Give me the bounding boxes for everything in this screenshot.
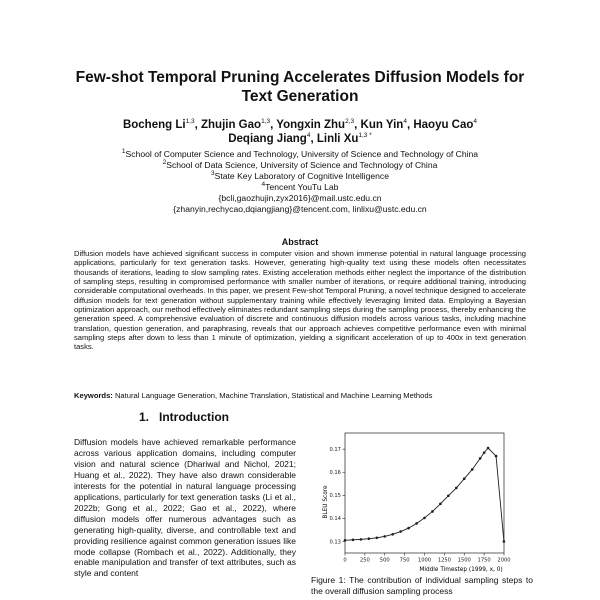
data-point <box>399 530 402 533</box>
keywords <box>74 391 526 400</box>
bleu-line-chart <box>306 430 532 575</box>
x-tick-label: 0 <box>343 557 347 564</box>
data-point <box>383 535 386 538</box>
y-tick-label: 0.15 <box>329 493 341 500</box>
author: Yongxin Zhu$^{2,3}$, <box>276 118 361 131</box>
data-point <box>431 510 434 513</box>
abstract-heading: Abstract <box>281 237 319 247</box>
data-point <box>487 447 490 450</box>
y-axis-label: BLEU Score <box>323 485 329 519</box>
x-tick-label: 1000 <box>417 557 432 564</box>
section-number: 1. <box>139 410 150 424</box>
data-point <box>495 455 498 458</box>
data-point <box>415 522 418 525</box>
email-line: {bcli,gaozhujin,zyx2016}@mail.ustc.edu.cn <box>218 193 382 203</box>
affiliation: $^4$Tencent YouTu Lab <box>261 181 339 192</box>
x-tick-label: 1250 <box>437 557 451 564</box>
data-point <box>423 517 426 520</box>
data-point <box>479 457 482 460</box>
data-point <box>503 540 506 543</box>
section-heading <box>74 410 294 424</box>
author: Bocheng Li$^{1,3}$, <box>122 118 201 131</box>
data-point <box>455 487 458 490</box>
data-point <box>391 533 394 536</box>
y-tick-label: 0.17 <box>329 446 341 453</box>
author: Haoyu Cao$^4$ <box>413 118 478 131</box>
data-point <box>376 536 379 539</box>
affiliation: $^2$School of Data Science, University of Science and Technology of China <box>162 159 438 170</box>
intro-paragraph: Diffusion models have achieved remarkable performance across various application domains, including computer vision and natural science (Dhariwal and Nichol, 2021; Huang et al., 2022). They have also drawn considerable interests for the potential in natural language processing applications, particularly for text generation tasks (Li et al., 2022b; Gong et al., 2022; Gao et al., 2022), where diffusion models offer numerous advantages such as generating high-quality, diverse, and controllable text and providing resilience against common generation issues like mode collapse (Rombach et al., 2022). Additionally, they enable manipulation and transfer of text attributes, such as style and content <box>74 437 296 579</box>
data-point <box>407 527 410 530</box>
y-tick-label: 0.16 <box>329 470 341 477</box>
data-point <box>360 538 363 541</box>
author: Zhujin Gao$^{1,3}$, <box>201 118 277 131</box>
author: Linli $Xu^{1,3 *}$ <box>316 132 372 145</box>
figure-caption: Figure 1: The contribution of individual sampling steps to the overall diffusion sampling process <box>311 575 533 596</box>
x-tick-label: 1500 <box>457 557 471 564</box>
x-tick-label: 1750 <box>477 557 491 564</box>
plot-frame <box>345 433 504 553</box>
email-line: {zhanyin,rechycao,dqiangjiang}@tencent.com, linlixu@ustc.edu.cn <box>173 204 427 214</box>
series-line <box>345 448 504 541</box>
data-point <box>368 537 371 540</box>
abstract-text: Diffusion models have achieved significant success in computer vision and shown immense potential in natural language processing applications, particularly for text generation tasks. However, generating high-quality text using these models often necessitates thousands of iterations, leading to slow sampling rates. Existing acceleration methods either neglect the importance of the distribution of sampling steps, resulting in compromised performance with smaller number of iterations, or require additional training, introducing considerable computational overheads. In this paper, we present Few-shot Temporal Pruning, a novel technique designed to accelerate diffusion models for text generation without supplementary training while effectively leveraging limited data. Employing a Bayesian optimization approach, our method effectively eliminates redundant sampling steps during the sampling process, thereby enhancing the generation speed. A comprehensive evaluation of discrete and continuous diffusion models across various tasks, including machine translation, question generation, and paraphrasing, reveals that our approach achieves competitive performance even with minimal sampling steps after down to less than 1 minute of optimization, yielding a significant acceleration of up to 400x in text generation tasks. <box>74 249 526 352</box>
data-point <box>447 494 450 497</box>
x-tick-label: 500 <box>379 557 390 564</box>
y-tick-label: 0.13 <box>329 539 341 546</box>
section-title: Introduction <box>159 410 229 424</box>
data-point <box>463 477 466 480</box>
author-list <box>70 118 530 146</box>
keywords-text: Natural Language Generation, Machine Translation, Statistical and Machine Learning Methods <box>114 391 433 400</box>
data-point <box>439 503 442 506</box>
y-tick-label: 0.14 <box>329 516 341 523</box>
data-point <box>483 451 486 454</box>
author: Kun Yin$^4$, <box>360 118 414 131</box>
data-point <box>352 539 355 542</box>
paper-title: Few-shot Temporal Pruning Accelerates Diffusion Models for Text Generation <box>75 69 525 105</box>
x-tick-label: 750 <box>399 557 410 564</box>
x-tick-label: 250 <box>359 557 370 564</box>
author: Deqiang Jiang$^4$, <box>228 132 317 145</box>
x-tick-label: 2000 <box>497 557 511 564</box>
keywords-label: Keywords: <box>74 391 113 400</box>
data-point <box>344 539 347 542</box>
data-point <box>471 468 474 471</box>
affiliation: $^1$School of Computer Science and Technology, University of Science and Technology of China <box>121 148 479 159</box>
affiliation: $^3$State Key Laboratory of Cognitive Intelligence <box>211 170 389 181</box>
affiliations <box>60 149 540 215</box>
x-axis-label: Middle Timestep (1999, x, 0) <box>419 567 503 573</box>
